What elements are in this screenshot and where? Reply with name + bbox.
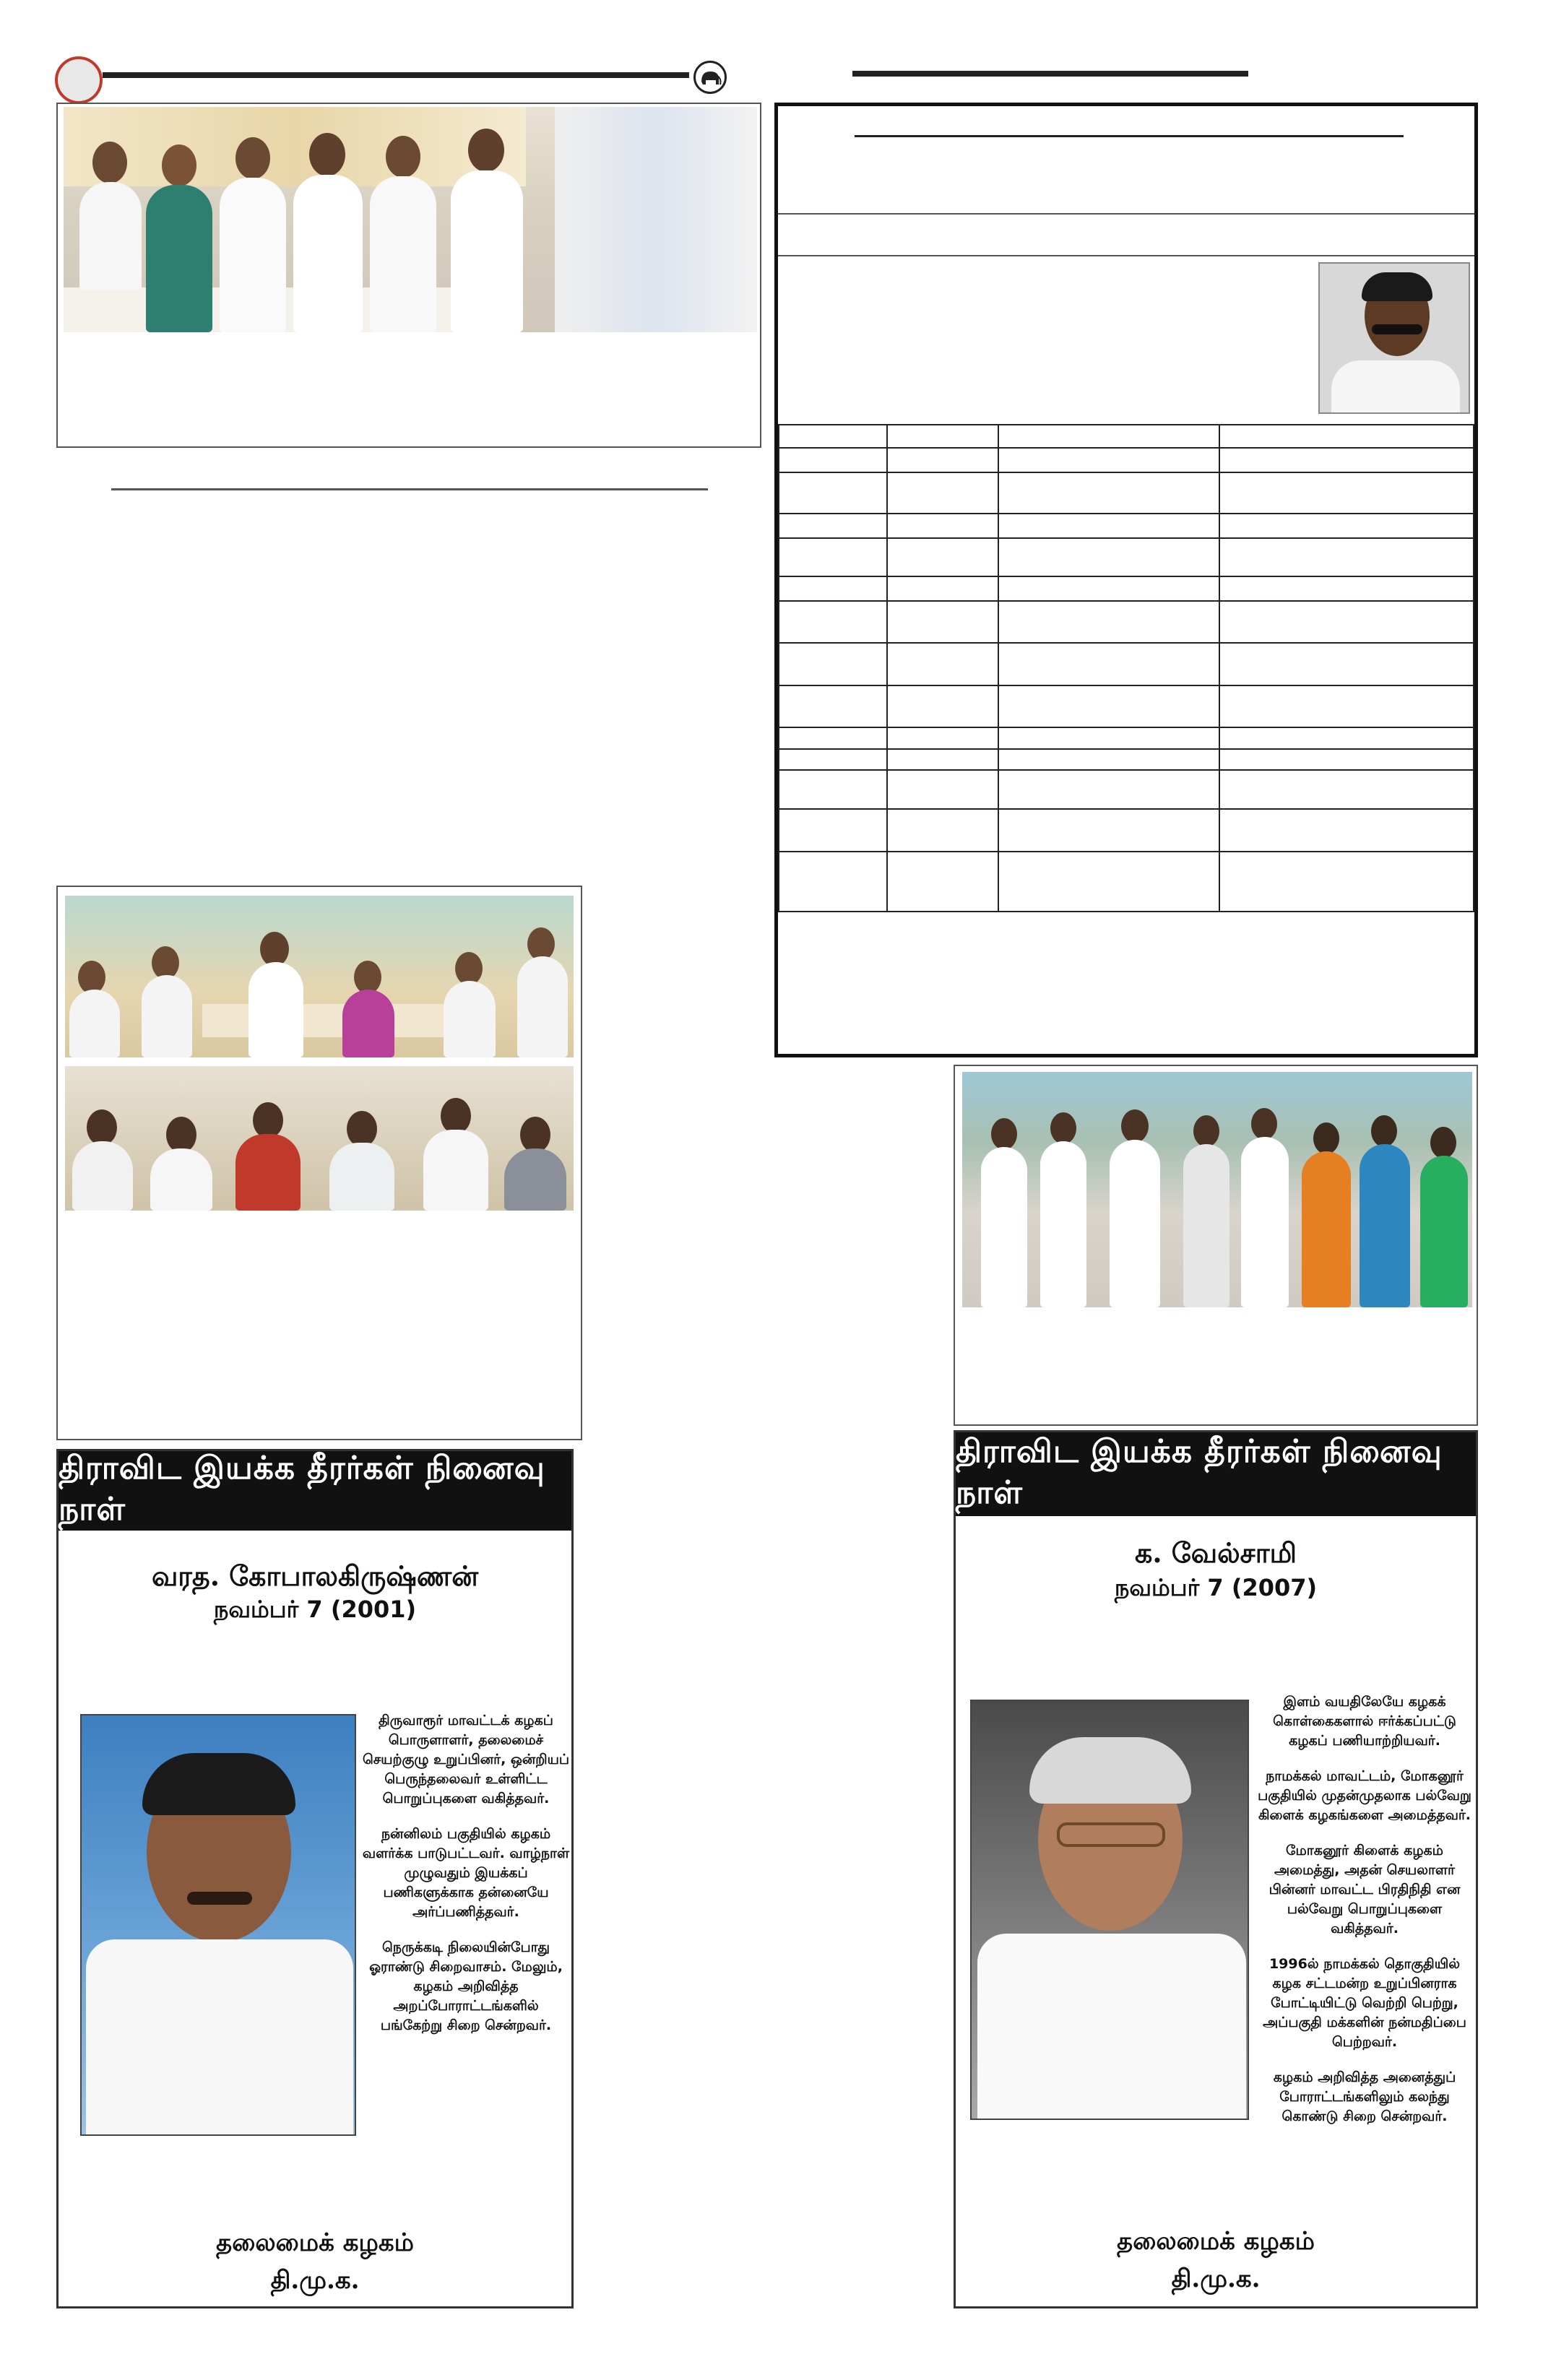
memorial-portrait bbox=[970, 1700, 1249, 2120]
elephant-emblem-icon bbox=[693, 61, 727, 94]
memorial-footer-line1: தலைமைக் கழகம் bbox=[1117, 2227, 1315, 2256]
memorial-name: வரத. கோபாலகிருஷ்ணன் bbox=[151, 1559, 479, 1592]
street-visit-photo bbox=[962, 1072, 1472, 1307]
memorial-footer-line2: தி.மு.க. bbox=[1171, 2264, 1261, 2293]
table-box-divider-2 bbox=[778, 255, 1474, 256]
memorial-name: க. வேல்சாமி bbox=[1135, 1536, 1297, 1569]
meeting-story-box bbox=[56, 886, 582, 1440]
meeting-photo-audience bbox=[65, 1066, 574, 1211]
memorial-footer-line2: தி.மு.க. bbox=[270, 2266, 360, 2295]
memorial-band-title: திராவிட இயக்க தீரர்கள் நினைவு நாள் bbox=[59, 1451, 571, 1531]
right-table-box bbox=[774, 103, 1478, 1057]
memorial-card-1 bbox=[56, 1449, 574, 2308]
memorial-bio bbox=[362, 1711, 570, 2051]
table-box-title-rule bbox=[855, 135, 1404, 137]
masthead-rule-left bbox=[103, 72, 689, 78]
memorial-date: நவம்பர் 7 (2007) bbox=[1114, 1574, 1318, 1601]
memorial-bio-para: நெருக்கடி நிலையின்போது ஓராண்டு சிறைவாசம். மேலும், கழகம் அறிவித்த அறப்போராட்டங்களில் பங்கேற்று சிறை சென்றவர். bbox=[369, 1939, 563, 2033]
top-left-story-box bbox=[56, 103, 761, 448]
memorial-bio-para: நாமக்கல் மாவட்டம், மோகனூர் பகுதியில் முதன்முதலாக பல்வேறு கிளைக் கழகங்களை அமைத்தவர். bbox=[1258, 1768, 1471, 1823]
memorial-footer bbox=[956, 2223, 1476, 2298]
profile-portrait bbox=[1318, 262, 1470, 414]
stage-event-photo bbox=[64, 107, 757, 332]
memorial-band-title: திராவிட இயக்க தீரர்கள் நினைவு நாள் bbox=[956, 1432, 1476, 1516]
memorial-date: நவம்பர் 7 (2001) bbox=[213, 1596, 417, 1623]
memorial-portrait bbox=[80, 1714, 356, 2136]
memorial-card-2 bbox=[954, 1430, 1478, 2308]
meeting-photo-top bbox=[65, 896, 574, 1057]
section-rule bbox=[111, 488, 708, 490]
memorial-bio-para: நன்னிலம் பகுதியில் கழகம் வளர்க்க பாடுபட்டவர். வாழ்நாள் முழுவதும் இயக்கப் பணிகளுக்காக தன்னையே அர்ப்பணித்தவர். bbox=[362, 1826, 570, 1920]
memorial-bio-para: 1996ல் நாமக்கல் தொகுதியில் கழக சட்டமன்ற உறுப்பினராக போட்டியிட்டு வெற்றி பெற்று, அப்பகுதி மக்களின் நன்மதிப்பை பெற்றவர். bbox=[1263, 1956, 1466, 2050]
memorial-bio bbox=[1255, 1692, 1474, 2142]
memorial-bio-para: மோகனூர் கிளைக் கழகம் அமைத்து, அதன் செயலாளர் பின்னர் மாவட்ட பிரதிநிதி என பல்வேறு பொறுப்புகளை வகித்தவர். bbox=[1268, 1843, 1461, 1937]
memorial-bio-para: கழகம் அறிவித்த அனைத்துப் போராட்டங்களிலும் கலந்து கொண்டு சிறை சென்றவர். bbox=[1273, 2069, 1456, 2124]
memorial-bio-para: திருவாரூர் மாவட்டக் கழகப் பொருளாளர், தலைமைச் செயற்குழு உறுப்பினர், ஒன்றியப் பெருந்தலைவர் உள்ளிட்ட பொறுப்புகளை வகித்தவர். bbox=[362, 1713, 570, 1806]
memorial-footer-line1: தலைமைக் கழகம் bbox=[216, 2228, 414, 2257]
street-story-box bbox=[954, 1065, 1478, 1426]
memorial-bio-para: இளம் வயதிலேயே கழகக் கொள்கைகளால் ஈர்க்கப்பட்டு கழகப் பணியாற்றியவர். bbox=[1273, 1694, 1456, 1749]
table-box-divider-1 bbox=[778, 213, 1474, 215]
masthead-circle-icon bbox=[55, 56, 103, 104]
data-table bbox=[778, 424, 1474, 912]
masthead-rule-right bbox=[852, 71, 1248, 77]
memorial-footer bbox=[59, 2224, 571, 2299]
